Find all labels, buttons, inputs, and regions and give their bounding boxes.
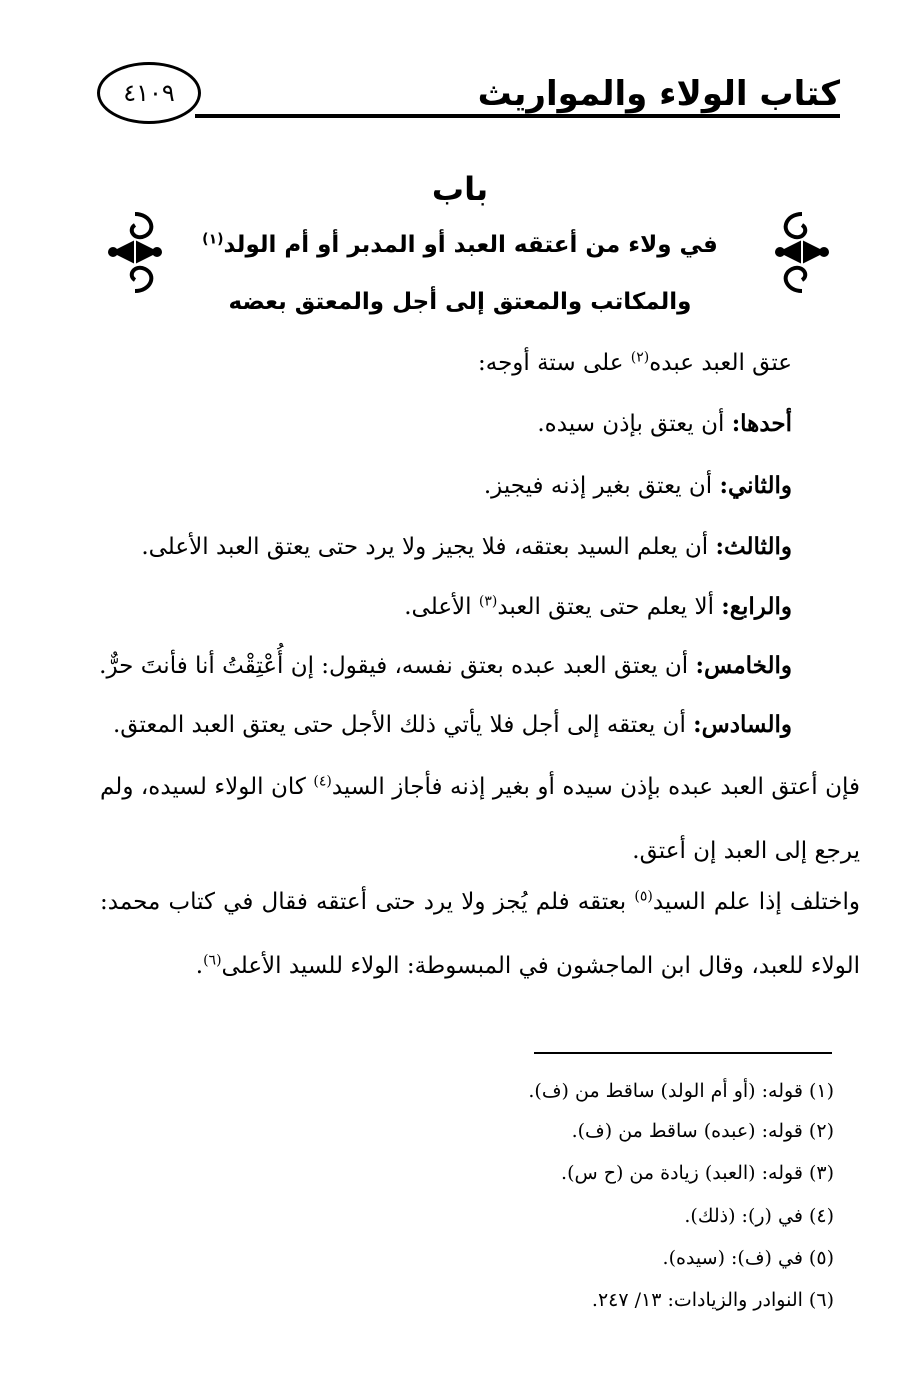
item-lead: والسادس:: [693, 711, 792, 738]
footnote-ref: (٥): [634, 888, 653, 905]
paragraph-text: واختلف إذا علم السيد: [652, 889, 861, 915]
list-item: [99, 652, 792, 679]
list-item: [537, 410, 792, 437]
item-text: أن يعلم السيد بعتقه، فلا يجيز ولا يرد حتى يعتق العبد الأعلى.: [141, 534, 716, 560]
paragraph: [100, 870, 860, 998]
list-item: [113, 711, 792, 738]
item-lead: أحدها:: [731, 410, 792, 437]
list-item: [404, 593, 792, 620]
footnote: (١) قوله: (أو أم الولد) ساقط من (ف).: [528, 1080, 834, 1102]
chapter-title-line-2: والمكاتب والمعتق إلى أجل والمعتق بعضه: [228, 289, 692, 315]
header-rule: [195, 114, 840, 118]
paragraph-text: فإن أعتق العبد عبده بإذن سيده أو بغير إذنه فأجاز السيد: [331, 774, 860, 800]
list-item: [484, 472, 792, 499]
footnote: (٦) النوادر والزيادات: ١٣/ ٢٤٧.: [591, 1289, 834, 1311]
page-number: ٤١٠٩: [123, 79, 175, 107]
ornament-icon: [772, 210, 832, 295]
footnote: (٤) في (ر): (ذلك).: [684, 1205, 834, 1227]
footnote: (٥) في (ف): (سيده).: [662, 1247, 834, 1269]
page-number-oval: [97, 62, 201, 124]
item-lead: والثالث:: [715, 533, 792, 560]
item-text: أن يعتق بغير إذنه فيجيز.: [483, 473, 720, 499]
item-lead: والرابع:: [721, 593, 792, 620]
intro-line: [478, 350, 792, 376]
item-text: أن يعتق بإذن سيده.: [537, 411, 732, 437]
page-header: [95, 60, 840, 130]
item-text: أن يعتقه إلى أجل فلا يأتي ذلك الأجل حتى يعتق العبد المعتق.: [112, 712, 694, 738]
footnote-separator: [534, 1052, 832, 1054]
paragraph-text-mid: بعتقه فلم يُجز ولا يرد حتى أعتقه فقال في كتاب محمد: الولاء للعبد، وقال ابن الماجشون في المبسوطة: الولاء للسيد الأعلى: [100, 889, 860, 979]
footnote-ref: (٤): [313, 773, 332, 790]
footnote-ref: (٢): [630, 349, 650, 366]
ornament-icon: [105, 210, 165, 295]
chapter-title-line-1: [185, 232, 735, 258]
chapter-label: باب: [431, 170, 489, 208]
item-text: ألا يعلم حتى يعتق العبد: [497, 594, 722, 620]
list-item: [141, 533, 792, 560]
chapter-title-text: في ولاء من أعتقه العبد أو المدبر أو أم الولد: [223, 232, 718, 258]
running-title: كتاب الولاء والمواريث: [477, 74, 840, 114]
footnote-ref: (٣): [478, 593, 498, 610]
intro-text: عتق العبد عبده: [649, 350, 792, 376]
item-lead: والثاني:: [719, 472, 792, 499]
item-text: أن يعتق العبد عبده بعتق نفسه، فيقول: إن أُعْتِقْتُ أنا فأنتَ حرٌّ.: [99, 653, 696, 679]
footnote: (٣) قوله: (العبد) زيادة من (ح س).: [561, 1162, 834, 1184]
footnote: (٢) قوله: (عبده) ساقط من (ف).: [571, 1120, 834, 1142]
item-text-tail: الأعلى.: [404, 594, 479, 620]
item-lead: والخامس:: [695, 652, 792, 679]
footnote-ref: (٦): [203, 952, 222, 969]
footnote-ref: (١): [202, 231, 224, 248]
paragraph-text-end: .: [195, 953, 204, 979]
intro-text-end: على ستة أوجه:: [477, 350, 631, 376]
paragraph: [100, 755, 860, 883]
paragraph-text-end: كان الولاء لسيده، ولم يرجع إلى العبد إن أعتق.: [100, 774, 860, 864]
